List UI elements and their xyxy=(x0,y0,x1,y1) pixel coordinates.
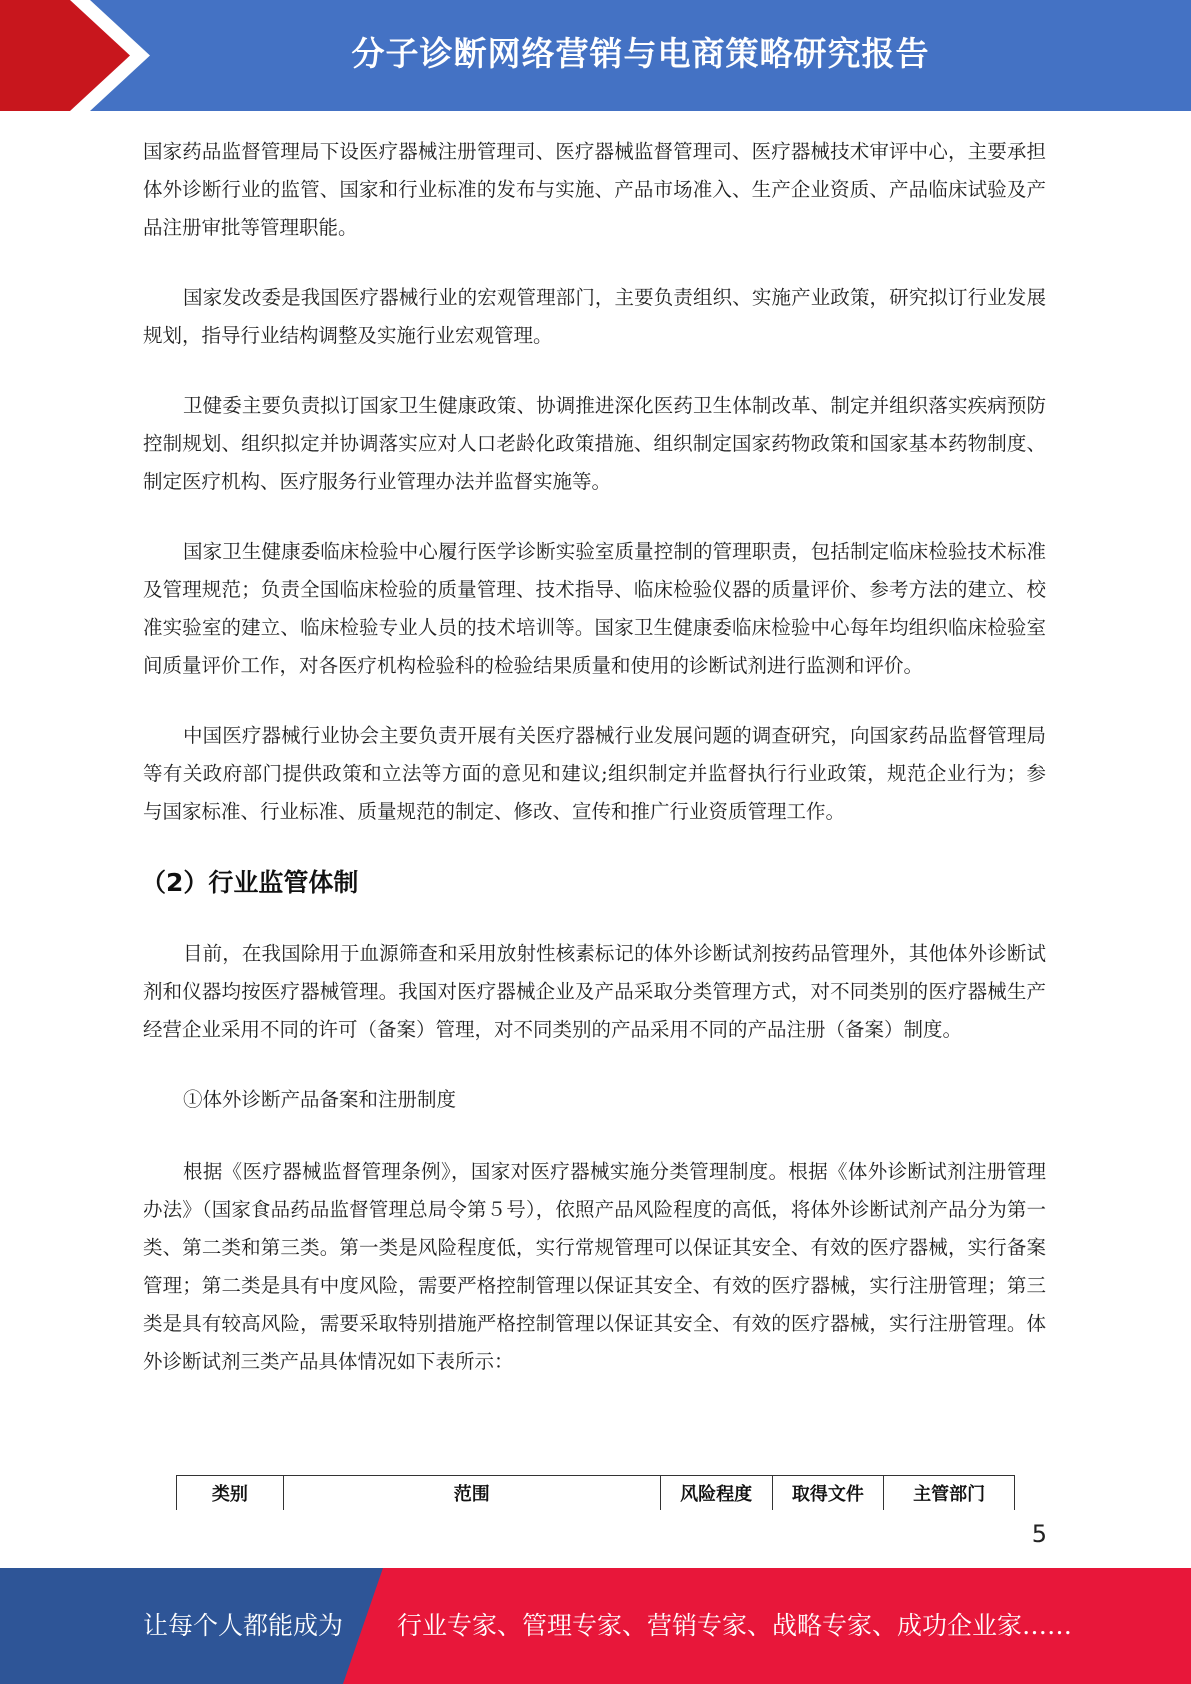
paragraph: 卫健委主要负责拟订国家卫生健康政策、协调推进深化医药卫生体制改革、制定并组织落实疾病预防控制规划、组织拟定并协调落实应对人口老龄化政策措施、组织制定国家药物政策和国家基本药物制度、制定医疗机构、医疗服务行业管理办法并监督实施等。 xyxy=(143,394,1046,493)
table-header-row xyxy=(177,1476,1015,1511)
paragraph: 根据《医疗器械监督管理条例》，国家对医疗器械实施分类管理制度。根据《体外诊断试剂注册管理办法》（国家食品药品监督管理总局令第５号），依照产品风险程度的高低，将体外诊断试剂产品分为第一类、第二类和第三类。第一类是风险程度低，实行常规管理可以保证其安全、有效的医疗器械，实行备案管理；第二类是具有中度风险，需要严格控制管理以保证其安全、有效的医疗器械，实行注册管理；第三类是具有较高风险，需要采取特别措施严格控制管理以保证其安全、有效的医疗器械，实行注册管理。体外诊断试剂三类产品具体情况如下表所示： xyxy=(143,1160,1046,1373)
paragraph: 目前，在我国除用于血源筛查和采用放射性核素标记的体外诊断试剂按药品管理外，其他体外诊断试剂和仪器均按医疗器械管理。我国对医疗器械企业及产品采取分类管理方式，对不同类别的医疗器械生产经营企业采用不同的许可（备案）管理，对不同类别的产品采用不同的产品注册（备案）制度。 xyxy=(143,942,1046,1041)
main-content xyxy=(143,133,1046,1413)
table-header-cell: 类别 xyxy=(177,1476,284,1511)
footer-slogan: 让每个人都能成为 xyxy=(143,1611,344,1640)
table-header-cell: 主管部门 xyxy=(884,1476,1015,1511)
table-header-cell: 取得文件 xyxy=(772,1476,884,1511)
paragraph: 国家药品监督管理局下设医疗器械注册管理司、医疗器械监督管理司、医疗器械技术审评中心，主要承担体外诊断行业的监管、国家和行业标准的发布与实施、产品市场准入、生产企业资质、产品临床试验及产品注册审批等管理职能。 xyxy=(143,140,1046,239)
paragraph: 国家卫生健康委临床检验中心履行医学诊断实验室质量控制的管理职责，包括制定临床检验技术标准及管理规范；负责全国临床检验的质量管理、技术指导、临床检验仪器的质量评价、参考方法的建立、校准实验室的建立、临床检验专业人员的技术培训等。国家卫生健康委临床检验中心每年均组织临床检验室间质量评价工作，对各医疗机构检验科的检验结果质量和使用的诊断试剂进行监测和评价。 xyxy=(143,540,1046,677)
subsection-heading: ①体外诊断产品备案和注册制度 xyxy=(183,1088,457,1111)
page-number: 5 xyxy=(1031,1520,1047,1548)
table-header-cell: 风险程度 xyxy=(660,1476,772,1511)
footer-tagline: 行业专家、管理专家、营销专家、战略专家、成功企业家…… xyxy=(397,1611,1073,1640)
report-title: 分子诊断网络营销与电商策略研究报告 xyxy=(351,34,930,73)
page-header xyxy=(0,0,1191,111)
paragraph: 中国医疗器械行业协会主要负责开展有关医疗器械行业发展问题的调查研究，向国家药品监督管理局等有关政府部门提供政策和立法等方面的意见和建议;组织制定并监督执行行业政策，规范企业行为；参与国家标准、行业标准、质量规范的制定、修改、宣传和推广行业资质管理工作。 xyxy=(143,724,1046,823)
table-header-cell: 范围 xyxy=(283,1476,660,1511)
section-heading: （2）行业监管体制 xyxy=(141,868,359,897)
classification-table xyxy=(176,1475,1015,1510)
chevron-arrow-icon xyxy=(0,0,160,111)
page-footer xyxy=(0,1568,1191,1684)
paragraph: 国家发改委是我国医疗器械行业的宏观管理部门，主要负责组织、实施产业政策，研究拟订行业发展规划，指导行业结构调整及实施行业宏观管理。 xyxy=(143,286,1046,347)
